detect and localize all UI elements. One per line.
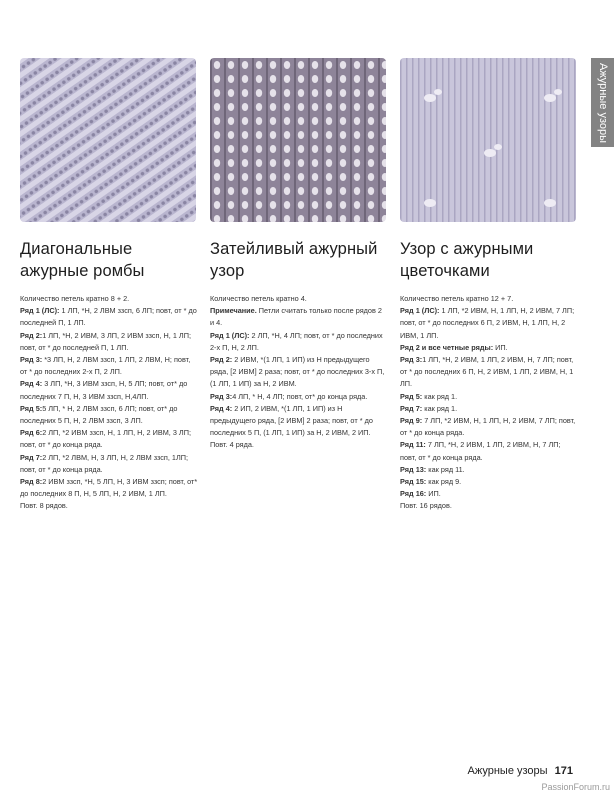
- pattern-column-1: [20, 238, 198, 513]
- pattern-row: Ряд 1 (ЛС): 1 ЛП, *Н, 2 ЛВМ ззсп, 6 ЛП; повт, от * до последней П, 1 ЛП.: [20, 306, 197, 328]
- pattern-row: Примечание. Петли считать только после рядов 2 и 4.: [210, 306, 382, 328]
- pattern-intro: Количество петель кратно 4.: [210, 294, 307, 303]
- pattern-title: Затейливый ажурный узор: [210, 240, 378, 280]
- page-footer: [468, 765, 573, 777]
- swatch-photo-floret-lace: [400, 58, 576, 222]
- watermark: PassionForum.ru: [541, 782, 610, 792]
- pattern-row: Ряд 6:2 ЛП, *2 ИВМ ззсп, Н, 1 ЛП, Н, 2 ИВМ, 3 ЛП; повт, от * до конца ряда.: [20, 428, 191, 450]
- pattern-column-3: [400, 238, 578, 513]
- pattern-row: Ряд 2:1 ЛП, *Н, 2 ИВМ, 3 ЛП, 2 ИВМ ззсп, Н, 1 ЛП; повт, от * до последней П, 1 ЛП.: [20, 330, 191, 352]
- pattern-row: Ряд 15: как ряд 9.: [400, 477, 462, 487]
- pattern-row: Ряд 7: как ряд 1.: [400, 403, 458, 413]
- pattern-row: Ряд 2 и все четные ряды: ИП.: [400, 342, 508, 352]
- pattern-outro: Повт. 16 рядов.: [400, 501, 452, 511]
- swatch-photo-diagonal-diamonds: [20, 58, 196, 222]
- pattern-row: Ряд 2: 2 ИВМ, *(1 ЛП, 1 ИП) из Н предыдущего ряда, [2 ИВМ] 2 раза; повт, от * до последних 3-х П, (1 ЛП, 1 ИП) за Н, 2 ИВМ.: [210, 355, 385, 389]
- section-side-tab-label: Ажурные узоры: [596, 62, 609, 143]
- pattern-row: Ряд 3: *3 ЛП, Н, 2 ЛВМ ззсп, 1 ЛП, 2 ЛВМ, Н; повт, от * до последних 2-х П, 2 ЛП.: [20, 355, 191, 377]
- pattern-row: Ряд 1 (ЛС): 1 ЛП, *2 ИВМ, Н, 1 ЛП, Н, 2 ИВМ, 7 ЛП; повт, от * до последних 6 П, 2 ИВМ, Н, 1 ЛП, Н, 2 ИВМ, 1 ЛП.: [400, 306, 575, 340]
- pattern-row: Ряд 4: 2 ИП, 2 ИВМ, *(1 ЛП, 1 ИП) из Н предыдущего ряда, [2 ИВМ] 2 раза; повт, от * до последних 5 П, (1 ЛП, 1 ИП) за Н, 2 ИВМ, 2 ИП.: [210, 403, 373, 438]
- swatch-photo-fancy-lace: [210, 58, 386, 222]
- page-number: 171: [554, 765, 573, 777]
- pattern-row: Ряд 5: как ряд 1.: [400, 391, 458, 401]
- pattern-row: Ряд 5:5 ЛП, * Н, 2 ЛВМ ззсп, 6 ЛП; повт, от* до последних 5 П, Н, 2 ЛВМ ззсп, 3 ЛП.: [20, 403, 178, 426]
- pattern-outro: Повт. 4 ряда.: [210, 440, 254, 450]
- pattern-row: Ряд 11: 7 ЛП, *Н, 2 ИВМ, 1 ЛП, 2 ИВМ, Н, 7 ЛП; повт, от * до конца ряда.: [400, 440, 561, 462]
- pattern-instructions: [20, 293, 198, 513]
- pattern-row: Ряд 4: 3 ЛП, *Н, 3 ИВМ ззсп, Н, 5 ЛП; повт, от* до последних 7 П, Н, 3 ИВМ ззсп, Н,4ЛП.: [20, 379, 188, 401]
- pattern-row: Ряд 16: ИП.: [400, 489, 441, 499]
- pattern-row: Ряд 7:2 ЛП, *2 ЛВМ, Н, 3 ЛП, Н, 2 ЛВМ ззсп, 1ЛП; повт, от * до конца ряда.: [20, 452, 189, 474]
- pattern-row: Ряд 1 (ЛС): 2 ЛП, *Н, 4 ЛП; повт, от * до последних 2-х П, Н, 2 ЛП.: [210, 330, 383, 352]
- pattern-row: Ряд 8:2 ИВМ ззсп, *Н, 5 ЛП, Н, 3 ИВМ ззсп; повт, от* до последних 8 П, Н, 5 ЛП, Н, 2 ИВМ, 1 ЛП.: [20, 477, 198, 499]
- pattern-intro: Количество петель кратно 12 + 7.: [400, 294, 514, 303]
- section-side-tab: [591, 58, 614, 147]
- pattern-row: Ряд 3:1 ЛП, *Н, 2 ИВМ, 1 ЛП, 2 ИВМ, Н, 7 ЛП; повт, от * до последних 6 П, Н, 2 ИВМ, 1 ЛП, 2 ИВМ, Н, 1 ЛП.: [400, 355, 574, 389]
- pattern-row: Ряд 3:4 ЛП, * Н, 4 ЛП; повт, от* до конца ряда.: [210, 391, 368, 401]
- pattern-title: Узор с ажурными цветочками: [400, 240, 534, 280]
- pattern-intro: Количество петель кратно 8 + 2.: [20, 294, 130, 303]
- pattern-outro: Повт. 8 рядов.: [20, 501, 68, 511]
- pattern-row: Ряд 9: 7 ЛП, *2 ИВМ, Н, 1 ЛП, Н, 2 ИВМ, 7 ЛП; повт, от * до конца ряда.: [400, 416, 576, 438]
- pattern-column-2: [210, 238, 388, 452]
- pattern-instructions: [210, 293, 388, 452]
- pattern-row: Ряд 13: как ряд 11.: [400, 464, 465, 474]
- pattern-instructions: [400, 293, 578, 513]
- footer-section-name: Ажурные узоры: [467, 765, 548, 777]
- pattern-title: Диагональные ажурные ромбы: [20, 240, 145, 280]
